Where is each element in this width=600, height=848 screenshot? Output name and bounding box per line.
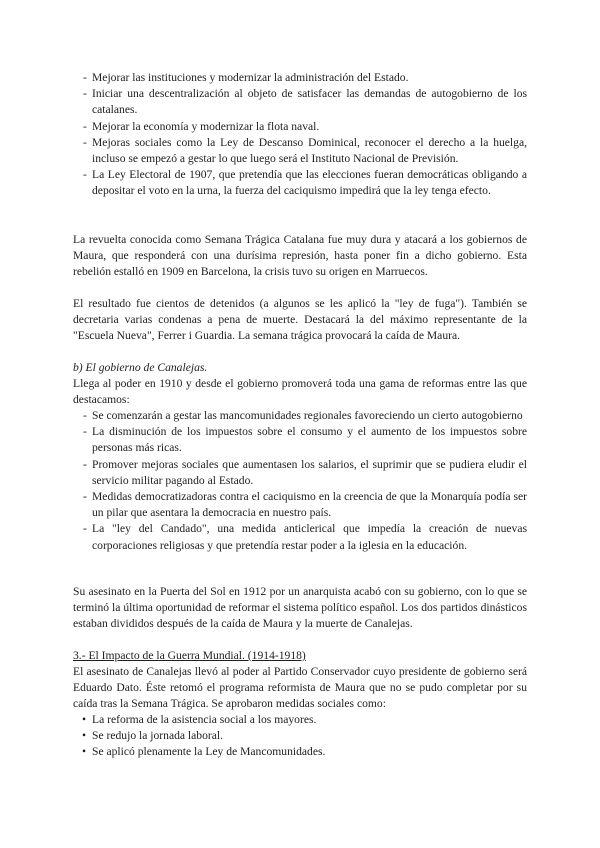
list-item: - Promover mejoras sociales que aumentasen los salarios, el suprimir que se pudiera eludir el servicio militar pagando al Estado. [73,457,527,489]
list-item: • La reforma de la asistencia social a los mayores. [73,712,527,728]
paragraph-semana-tragica: La revuelta conocida como Semana Trágica Catalana fue muy dura y atacará a los gobiernos de Maura, que responderá con una durísima represión, hasta poner fin a dicho gobierno. Esta rebelión estalló en 1909 en Barcelona, la crisis tuvo su origen en Marruecos. [73,233,527,279]
paragraph-detenidos: El resultado fue cientos de detenidos (a algunos se les aplicó la "ley de fuga"). También se decretaria varias condenas a pena de muerte. Destacará la del máximo representante de la "Escuela Nueva", Ferrer i Guardia. La semana trágica provocará la caída de Maura. [73,297,527,343]
list-item: • Se aplicó plenamente la Ley de Mancomunidades. [73,744,527,760]
paragraph-asesinato: Su asesinato en la Puerta del Sol en 1912 por un anarquista acabó con su gobierno, con lo que se terminó la última oportunidad de reformar el sistema político español. Los dos partidos dinásticos estaban divididos después de la caída de Maura y la muerte de Canalejas. [73,585,527,631]
list-item: - Mejoras sociales como la Ley de Descanso Dominical, reconocer el derecho a la huelga, incluso se empezó a gestar lo que luego será el Instituto Nacional de Previsión. [73,135,527,167]
list-item: - La Ley Electoral de 1907, que pretendía que las elecciones fueran democráticas obligando a depositar el voto en la urna, la fuerza del caciquismo impedirá que la ley tenga efecto. [73,167,527,199]
list-item: - La "ley del Candado", una medida anticlerical que impedía la creación de nuevas corporaciones religiosas y que pretendía restar poder a la iglesia en la educación. [73,521,527,553]
canalejas-reforms-list [73,408,527,554]
list-item: - La disminución de los impuestos sobre el consumo y el aumento de los impuestos sobre personas más ricas. [73,424,527,456]
maura-reforms-list [73,70,527,200]
list-item: - Iniciar una descentralización al objeto de satisfacer las demandas de autogobierno de los catalanes. [73,86,527,118]
canalejas-heading: b) El gobierno de Canalejas. [73,361,208,374]
list-item: - Mejorar la economía y modernizar la flota naval. [73,119,527,135]
list-item: - Medidas democratizadoras contra el caciquismo en la creencia de que la Monarquía podía ser un pilar que asentara la democracia en nuestro país. [73,489,527,521]
list-item: - Mejorar las instituciones y modernizar la administración del Estado. [73,70,527,86]
section-heading-guerra: 3.- El Impacto de la Guerra Mundial. (1914-1918) [73,649,306,662]
canalejas-intro: Llega al poder en 1910 y desde el gobierno promoverá toda una gama de reformas entre las que destacamos: [73,377,527,407]
list-item: - Se comenzarán a gestar las mancomunidades regionales favoreciendo un cierto autogobierno [73,408,527,424]
guerra-intro: El asesinato de Canalejas llevó al poder al Partido Conservador cuyo presidente de gobierno será Eduardo Dato. Éste retomó el programa reformista de Maura que no se pudo completar por su caída tras la Semana Trágica. Se aprobaron medidas sociales como: [73,665,527,711]
list-item: • Se redujo la jornada laboral. [73,728,527,744]
guerra-measures-list [73,712,527,761]
